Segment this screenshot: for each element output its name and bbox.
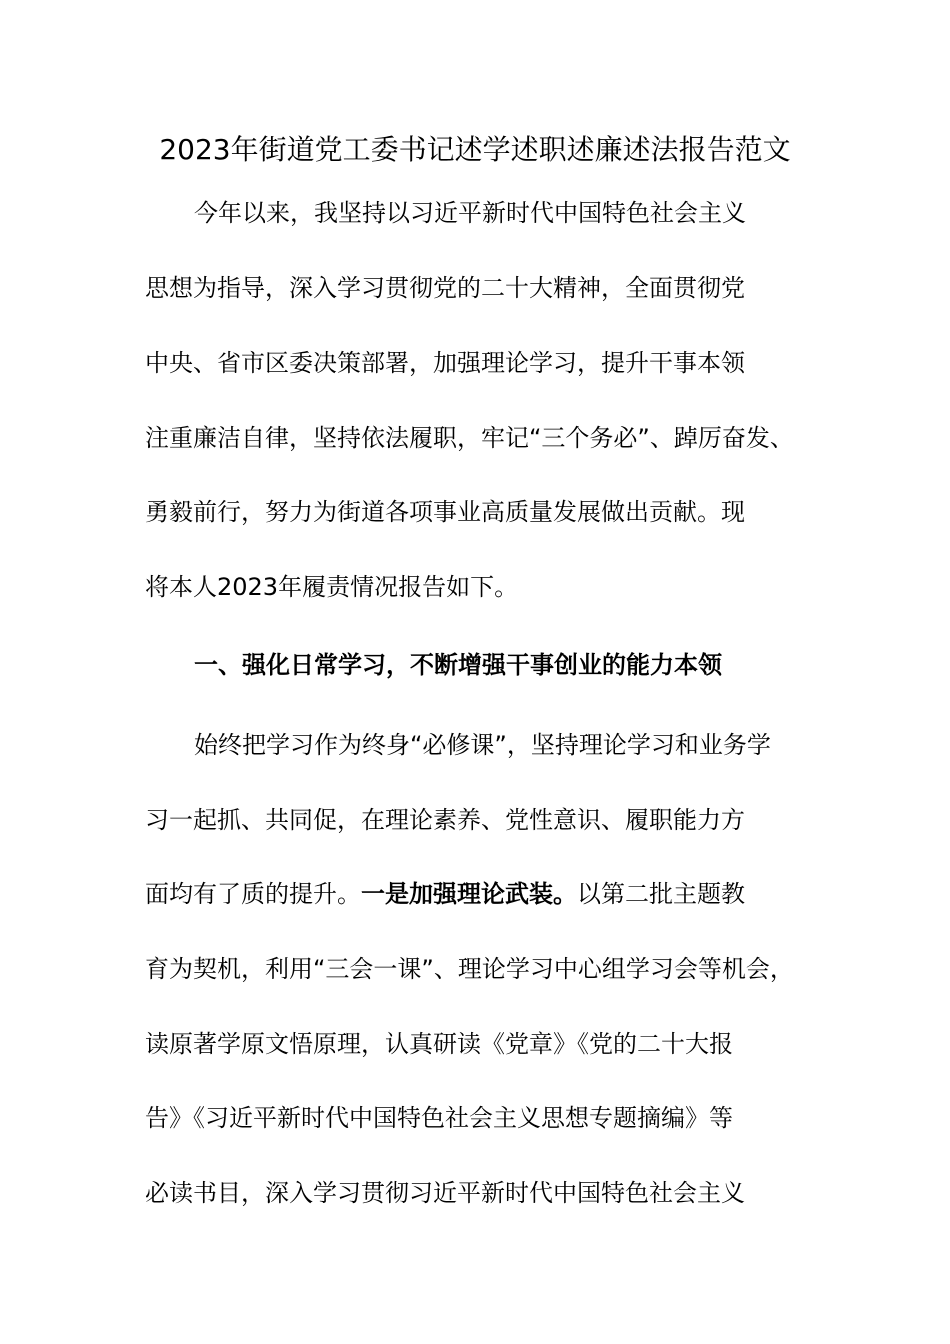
document-title: 2023年街道党工委书记述学述职述廉述法报告范文	[159, 133, 791, 166]
section1-line-3-start: 面均有了质的提升。	[145, 880, 361, 908]
section1-line-1: 始终把学习作为终身“必修课”，坚持理论学习和业务学	[194, 731, 771, 759]
section-heading-1: 一、强化日常学习，不断增强干事创业的能力本领	[194, 651, 722, 679]
intro-line-6: 将本人2023年履责情况报告如下。	[145, 573, 519, 601]
section1-line-5: 读原著学原文悟原理，认真研读《党章》《党的二十大报	[145, 1030, 733, 1058]
intro-line-2: 思想为指导，深入学习贯彻党的二十大精神，全面贯彻党	[145, 274, 745, 302]
section1-line-4: 育为契机，利用“三会一课”、理论学习中心组学习会等机会，	[145, 955, 794, 983]
intro-line-3: 中央、省市区委决策部署，加强理论学习，提升干事本领	[145, 349, 745, 377]
section1-line-6: 告》《习近平新时代中国特色社会主义思想专题摘编》等	[145, 1104, 733, 1132]
intro-line-5: 勇毅前行，努力为街道各项事业高质量发展做出贡献。现	[145, 498, 745, 526]
bold-phrase-theory: 一是加强理论武装。	[361, 880, 577, 908]
section1-line-3	[145, 877, 745, 911]
intro-line-4: 注重廉洁自律，坚持依法履职，牢记“三个务必”、踔厉奋发、	[145, 424, 794, 452]
section1-line-7: 必读书目，深入学习贯彻习近平新时代中国特色社会主义	[145, 1179, 745, 1207]
section1-line-2: 习一起抓、共同促，在理论素养、党性意识、履职能力方	[145, 806, 745, 834]
intro-line-1: 今年以来，我坚持以习近平新时代中国特色社会主义	[194, 199, 746, 227]
section1-line-3-end: 以第二批主题教	[577, 880, 745, 908]
